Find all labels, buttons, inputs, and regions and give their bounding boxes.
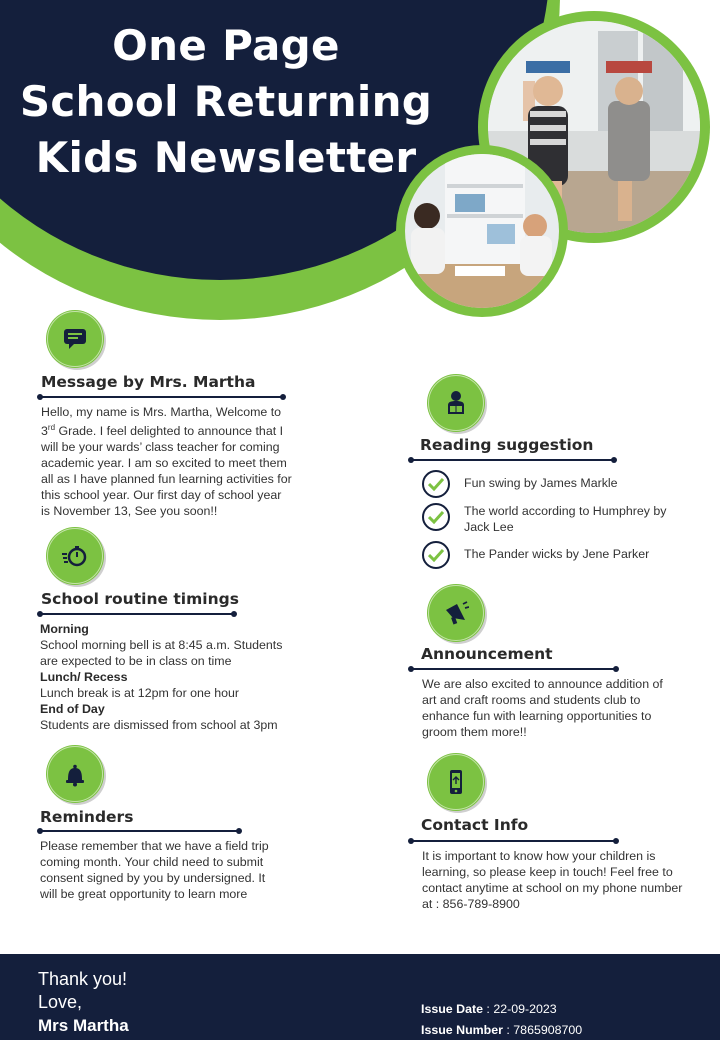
thank-you-text: Thank you! bbox=[38, 969, 128, 989]
reminders-line-3: consent signed by you by undersigned. It bbox=[40, 871, 266, 885]
contact-divider bbox=[411, 840, 616, 842]
reminders-line-2: coming month. Your child need to submit bbox=[40, 855, 264, 869]
message-section-icon bbox=[46, 310, 104, 368]
checkmark-icon bbox=[422, 503, 450, 531]
message-line-1: Hello, my name is Mrs. Martha, Welcome to bbox=[41, 405, 282, 419]
issue-info bbox=[421, 999, 582, 1040]
morning-line-1: School morning bell is at 8:45 a.m. Students bbox=[40, 638, 283, 652]
routine-section-icon bbox=[46, 527, 104, 585]
reminders-body bbox=[40, 838, 320, 902]
reading-item bbox=[422, 470, 674, 498]
message-line-4: academic year. I am so excited to meet them bbox=[41, 456, 287, 471]
morning-label: Morning bbox=[40, 622, 89, 636]
bell-icon bbox=[62, 761, 88, 787]
stopwatch-icon bbox=[62, 543, 88, 569]
routine-divider bbox=[40, 613, 234, 615]
footer-bar bbox=[0, 954, 720, 1040]
announcement-line-1: We are also excited to announce addition of bbox=[422, 677, 663, 691]
contact-title: Contact Info bbox=[421, 816, 529, 834]
issue-number-value: 7865908700 bbox=[513, 1023, 583, 1037]
reminders-title: Reminders bbox=[40, 808, 134, 826]
signature: Mrs Martha bbox=[38, 1016, 129, 1035]
reading-title: Reading suggestion bbox=[420, 436, 594, 454]
reading-item bbox=[422, 541, 674, 569]
message-line-7: is November 13, See you soon!! bbox=[41, 504, 218, 519]
end-of-day-label: End of Day bbox=[40, 702, 105, 716]
contact-line-3: contact anytime at school on my phone number bbox=[422, 881, 683, 895]
mobile-phone-icon bbox=[443, 769, 469, 795]
closing-message bbox=[38, 968, 129, 1037]
contact-line-1: It is important to know how your children is bbox=[422, 849, 656, 863]
end-of-day-text: Students are dismissed from school at 3pm bbox=[40, 718, 278, 732]
announcement-line-2: art and craft rooms and students club to bbox=[422, 693, 641, 707]
message-body bbox=[41, 404, 321, 519]
morning-line-2: are expected to be in class on time bbox=[40, 654, 232, 668]
reading-section-icon bbox=[427, 374, 485, 432]
reminders-divider bbox=[40, 830, 239, 832]
reminders-line-4: will be great opportunity to learn more bbox=[40, 887, 248, 901]
routine-body bbox=[40, 621, 330, 733]
title-line-3: Kids Newsletter bbox=[35, 133, 417, 182]
reminders-line-1: Please remember that we have a field trip bbox=[40, 839, 269, 853]
issue-date-row: Issue Date : 22-09-2023 bbox=[421, 1002, 557, 1016]
title-line-1: One Page bbox=[112, 21, 340, 70]
contact-body bbox=[422, 848, 707, 912]
reading-item-label: Fun swing by James Markle bbox=[464, 476, 618, 490]
reading-divider bbox=[411, 459, 614, 461]
title-line-2: School Returning bbox=[19, 77, 433, 126]
chat-bubble-icon bbox=[62, 326, 88, 352]
reading-item-label: The Pander wicks by Jene Parker bbox=[464, 547, 650, 561]
checkmark-icon bbox=[422, 470, 450, 498]
issue-date-label: Issue Date bbox=[421, 1002, 483, 1016]
reader-icon bbox=[443, 390, 469, 416]
announcement-line-4: groom them more!! bbox=[422, 725, 527, 739]
announcement-title: Announcement bbox=[421, 645, 553, 663]
lunch-label: Lunch/ Recess bbox=[40, 670, 128, 684]
message-title: Message by Mrs. Martha bbox=[41, 373, 256, 391]
message-line-5: all as I have planned fun learning activities for bbox=[41, 472, 292, 487]
lunch-text: Lunch break is at 12pm for one hour bbox=[40, 686, 240, 700]
reading-item-label: The world according to Humphrey by Jack Lee bbox=[464, 504, 667, 534]
newsletter-title bbox=[0, 18, 452, 186]
reminders-section-icon bbox=[46, 745, 104, 803]
contact-line-4: at : 856-789-8900 bbox=[422, 897, 520, 911]
contact-line-2: learning, so please keep in touch! Feel free to bbox=[422, 865, 673, 879]
issue-number-label: Issue Number bbox=[421, 1023, 503, 1037]
megaphone-icon bbox=[443, 600, 469, 626]
announcement-line-3: enhance fun with learning opportunities to bbox=[422, 709, 652, 723]
announcement-divider bbox=[411, 668, 616, 670]
kids-reading-photo-illustration bbox=[405, 154, 559, 308]
issue-date-value: 22-09-2023 bbox=[493, 1002, 557, 1016]
photo-kids-reading bbox=[396, 145, 568, 317]
message-line-6: this school year. Our first day of school year bbox=[41, 488, 282, 503]
love-text: Love, bbox=[38, 992, 83, 1012]
announcement-body bbox=[422, 676, 702, 740]
message-line-3: will be your wards’ class teacher for coming bbox=[41, 440, 280, 455]
checkmark-icon bbox=[422, 541, 450, 569]
routine-title: School routine timings bbox=[41, 590, 239, 608]
reading-item bbox=[422, 503, 674, 535]
issue-number-row: Issue Number : 7865908700 bbox=[421, 1023, 583, 1037]
contact-section-icon bbox=[427, 753, 485, 811]
announcement-section-icon bbox=[427, 584, 485, 642]
message-line-2: 3rd Grade. I feel delighted to announce that I bbox=[41, 423, 284, 439]
message-divider bbox=[40, 396, 283, 398]
